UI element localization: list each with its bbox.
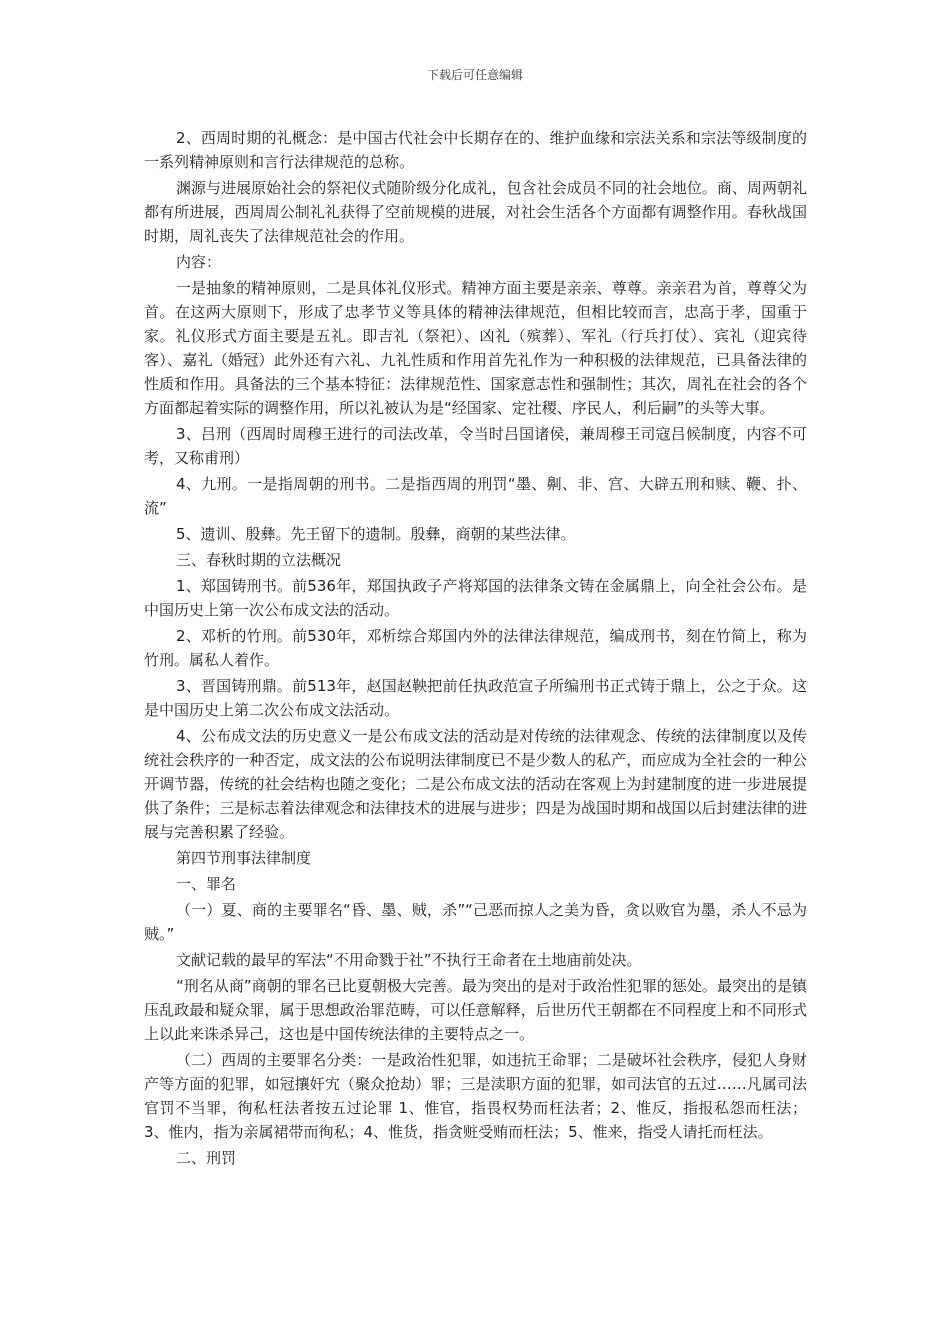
paragraph-li-concept: 2、西周时期的礼概念：是中国古代社会中长期存在的、维护血缘和宗法关系和宗法等级制度的一系列精神原则和言行法律规范的总称。 (144, 129, 807, 171)
paragraph-military-law: 文献记载的最早的军法“不用命戮于社”不执行王命者在土地庙前处决。 (176, 951, 642, 969)
paragraph-deng-xi: 2、邓析的竹刑。前530年，邓析综合郑国内外的法律法律规范，编成刑书，刻在竹简上，称为竹刑。属私人着作。 (144, 627, 807, 669)
document-body (144, 126, 807, 1172)
paragraph-yi-xun: 5、遗训、殷彝。先王留下的遗制。殷彝，商朝的某些法律。 (176, 525, 576, 543)
paragraph-content-label: 内容： (176, 253, 222, 271)
paragraph-significance: 4、公布成文法的历史意义一是公布成文法的活动是对传统的法律观念、传统的法律制度以及传统社会秩序的一种否定，成文法的公布说明法律制度已不是少数人的私产，而应成为全社会的一种公开调节器，传统的社会结构也随之变化；二是公布成文法的活动在客观上为封建制度的进一步进展提供了条件；三是标志着法律观念和法律技术的进展与进步；四是为战国时期和战国以后封建法律的进展与完善积累了经验。 (144, 727, 807, 841)
paragraph-jiu-xing: 4、九刑。一是指周朝的刑书。二是指西周的刑罚“墨、劓、非、宫、大辟五刑和赎、鞭、扑、流” (144, 475, 807, 517)
paragraph-lu-xing: 3、吕刑（西周时周穆王进行的司法改革，令当时吕国诸侯，兼周穆王司寇吕候制度，内容不可考，又称甫刑） (144, 425, 807, 467)
paragraph-origin: 渊源与进展原始社会的祭祀仪式随阶级分化成礼，包含社会成员不同的社会地位。商、周两朝礼都有所进展，西周周公制礼礼获得了空前规模的进展，对社会生活各个方面都有调整作用。春秋战国时期，周礼丧失了法律规范社会的作用。 (144, 179, 807, 245)
paragraph-jin-xing-ding: 3、晋国铸刑鼎。前513年，赵国赵鞅把前任执政范宣子所编刑书正式铸于鼎上，公之于众。这是中国历史上第二次公布成文法活动。 (144, 677, 807, 719)
paragraph-zheng-xing-shu: 1、郑国铸刑书。前536年，郑国执政子产将郑国的法律条文铸在金属鼎上，向全社会公布。是中国历史上第一次公布成文法的活动。 (144, 577, 807, 619)
paragraph-western-zhou-crimes: （二）西周的主要罪名分类：一是政治性犯罪，如违抗王命罪；二是破坏社会秩序，侵犯人身财产等方面的犯罪，如冠攘奸宄（聚众抢劫）罪；三是渎职方面的犯罪，如司法官的五过……凡属司法官罚不当罪，徇私枉法者按五过论罪 1、惟官，指畏权势而枉法者；2、惟反，指报私怨而枉法；3、惟内，指为亲属裙带而徇私；4、惟货，指贪赃受贿而枉法；5、惟来，指受人请托而枉法。 (144, 1051, 807, 1141)
paragraph-shang-crimes: “刑名从商”商朝的罪名已比夏朝极大完善。最为突出的是对于政治性犯罪的惩处。最突出的是镇压乱政最和疑众罪，属于思想政治罪范畴，可以任意解释，后世历代王朝都在不同程度上和不同形式上以此来诛杀异己，这也是中国传统法律的主要特点之一。 (144, 977, 807, 1043)
paragraph-xia-shang-crimes: （一）夏、商的主要罪名“昏、墨、贼，杀”“己恶而掠人之美为昏，贪以败官为墨，杀人不忌为贼。” (144, 901, 807, 943)
section-heading-spring-autumn: 三、春秋时期的立法概况 (176, 551, 342, 569)
subheading-punishments: 二、刑罚 (176, 1149, 237, 1167)
page-header: 下载后可任意编辑 (426, 68, 523, 82)
section-heading-criminal-law: 第四节刑事法律制度 (176, 849, 312, 867)
subheading-crimes: 一、罪名 (176, 875, 237, 893)
paragraph-principles: 一是抽象的精神原则，二是具体礼仪形式。精神方面主要是亲亲、尊尊。亲亲君为首，尊尊父为首。在这两大原则下，形成了忠孝节义等具体的精神法律规范，但相比较而言，忠高于孝，国重于家。礼仪形式方面主要是五礼。即吉礼（祭祀）、凶礼（殡葬）、军礼（行兵打仗）、宾礼（迎宾待客）、嘉礼（婚冠）此外还有六礼、九礼性质和作用首先礼作为一种积极的法律规范，已具备法律的性质和作用。具备法的三个基本特征：法律规范性、国家意志性和强制性；其次，周礼在社会的各个方面都起着实际的调整作用，所以礼被认为是“经国家、定社稷、序民人，利后嗣”的头等大事。 (144, 279, 807, 417)
